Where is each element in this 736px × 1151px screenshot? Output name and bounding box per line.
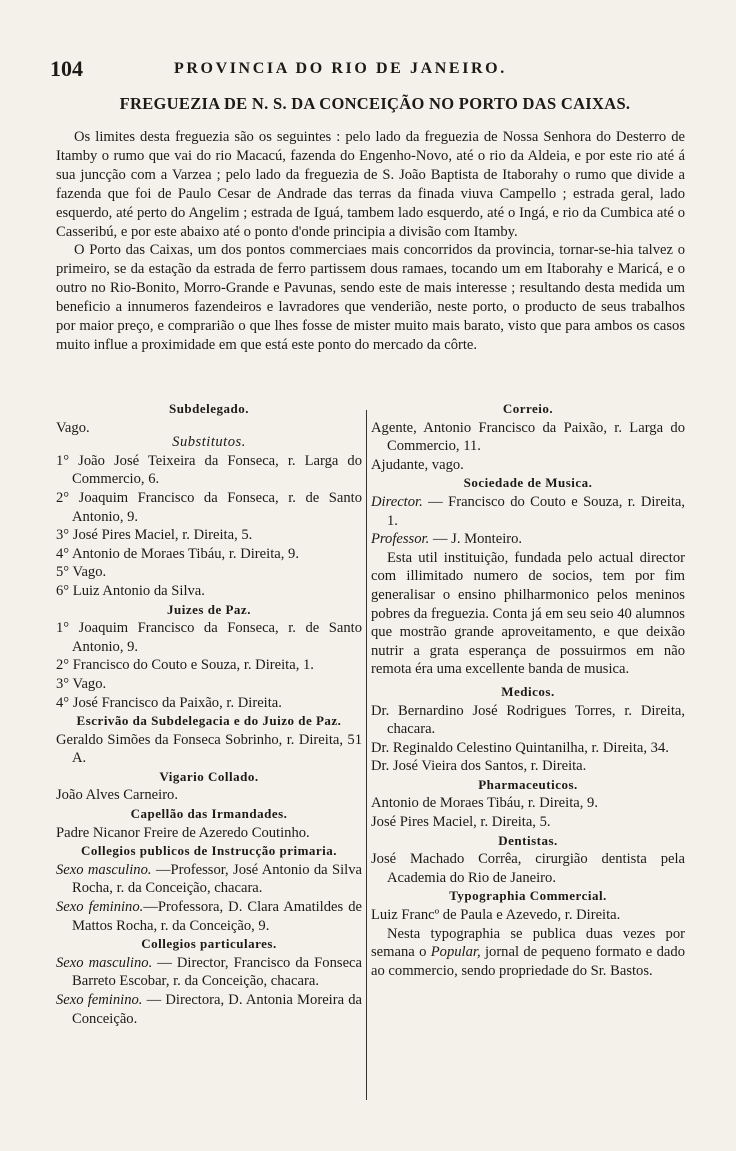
medicos-heading: Medicos. [501, 683, 555, 699]
juizes-heading: Juizes de Paz. [167, 601, 251, 617]
sexo-label: Sexo masculino. [56, 954, 153, 971]
collegios-publicos-heading: Collegios publicos de Instrucção primaria. [80, 843, 338, 859]
intro-paragraph-limits: Os limites desta freguezia são os seguintes : pelo lado da freguezia de Nossa Senhora do Desterro de Itamby o rumo que vai do rio Macacú, fazenda do Engenho-Novo, até o rio da Aldeia, e por este rio até á sua juncção com a Varzea ; pelo lado da freguezia de S. João Baptista de Itaborahy o rumo que divide a fazenda que foi de Paulo Cesar de Andrade das terras da finada viuva Campello ; estrada geral, lado esquerdo, até perto do Angelim ; estrada de Iguá, tambem lado esquerdo, até o Ingá, e rio da Cumbica até o Casseribú, e por este abaixo até o ponto d'onde principia a divisão com Itamby. [56, 129, 685, 240]
collegio-detail: — Director, Francisco da Fonseca Barreto Escobar, r. da Conceição, chacara. [72, 954, 362, 990]
role-label: Director. [371, 493, 423, 510]
substituto-entry: 6° Luiz Antonio da Silva. [56, 582, 205, 599]
collegio-detail: —Professora, D. Clara Amatildes de Mattos Rocha, r. da Conceição, 9. [72, 899, 362, 934]
musica-professor [371, 530, 685, 549]
substituto-entry: 3° José Pires Maciel, r. Direita, 5. [56, 527, 253, 544]
sexo-label: Sexo feminino. [56, 899, 144, 916]
role-detail: — Francisco do Couto e Souza, r. Direita, 1. [387, 493, 685, 529]
pharmaceuticos-heading: Pharmaceuticos. [478, 776, 578, 792]
medico-entry: Dr. José Vieira dos Santos, r. Direita. [371, 758, 587, 775]
correio-agente: Agente, Antonio Francisco da Paixão, r. Larga do Commercio, 11. [371, 419, 685, 455]
sexo-label: Sexo masculino. [56, 861, 152, 878]
juiz-entry: 2° Francisco do Couto e Souza, r. Direita, 1. [56, 657, 314, 674]
medico-entry: Dr. Reginaldo Celestino Quintanilha, r. Direita, 34. [371, 739, 669, 756]
capellao-entry: Padre Nicanor Freire de Azeredo Coutinho. [56, 824, 310, 841]
left-column [56, 400, 362, 1028]
musica-description: Esta util instituição, fundada pelo actual director com illimitado numero de socios, tem por fim generalisar o ensino philharmonico pelos meninos pobres da freguezia. Conta já em seu seio 40 alumnos que mostrão grande aproveitamento, e que deixão nutrir a grata esperança de possuirmos em não remota éra uma excellente banda de musica. [371, 549, 685, 678]
column-divider [366, 410, 367, 1100]
section-heading: FREGUEZIA DE N. S. DA CONCEIÇÃO NO PORTO DAS CAIXAS. [119, 94, 631, 113]
juiz-entry: 3° Vago. [56, 675, 107, 692]
collegio-particular-feminino [56, 991, 362, 1028]
musica-heading: Sociedade de Musica. [463, 475, 593, 491]
typographia-description [371, 925, 685, 981]
typographia-text: Nesta typographia se publica duas vezes por semana o [371, 925, 685, 961]
sexo-label: Sexo feminino. [56, 992, 143, 1008]
collegio-publico-feminino [56, 898, 362, 935]
collegios-particulares-heading: Collegios particulares. [141, 936, 277, 952]
musica-director [371, 493, 685, 530]
typographia-owner: Luiz Francº de Paula e Azevedo, r. Direita. [371, 907, 621, 924]
capellao-heading: Capellão das Irmandades. [130, 806, 288, 822]
substitutos-heading: Substitutos. [172, 434, 246, 451]
intro-text [56, 128, 685, 355]
subdelegado-value: Vago. [56, 419, 90, 436]
collegio-detail: —Professor, José Antonio da Silva Rocha, r. da Conceição, chacara. [72, 861, 362, 897]
right-column [371, 400, 685, 980]
pharmaceutico-entry: José Pires Maciel, r. Direita, 5. [371, 814, 551, 831]
substituto-entry: 4° Antonio de Moraes Tibáu, r. Direita, 9. [56, 545, 299, 562]
substituto-entry: 1° João José Teixeira da Fonseca, r. Larga do Commercio, 6. [56, 452, 362, 488]
dentistas-heading: Dentistas. [498, 832, 558, 848]
correio-heading: Correio. [502, 401, 554, 416]
running-title: PROVINCIA DO RIO DE JANEIRO. [174, 60, 507, 77]
dentista-entry: José Machado Corrêa, cirurgião dentista pela Academia do Rio de Janeiro. [371, 851, 685, 886]
juiz-entry: 4° José Francisco da Paixão, r. Direita. [56, 694, 282, 711]
vigario-heading: Vigario Collado. [159, 768, 259, 784]
typographia-text: jornal de pequeno formato e dado ao commercio, sendo propriedade do Sr. Bastos. [371, 944, 685, 979]
role-label: Professor. [371, 531, 430, 548]
subdelegado-heading: Subdelegado. [168, 401, 250, 416]
escrivao-heading: Escrivão da Subdelegacia e do Juizo de Paz. [76, 713, 342, 729]
intro-paragraph-porto: O Porto das Caixas, um dos pontos commerciaes mais concorridos da provincia, tornar-se-hia talvez o primeiro, se da estação da estrada de ferro partissem dous ramaes, tocando um em Itaborahy e Maricá, e o outro no Rio-Bonito, Morro-Grande e Pavunas, sendo este de mais interesse ; resultando desta medida um beneficio a innumeros fazendeiros e lavradores que venderião, neste porto, o producto de seus trabalhos por maior preço, e comprarião o que lhes fosse de mister muito mais barato, visto que para ambos os casos muito influe a proximidade em que está este ponto do mercado da côrte. [56, 242, 685, 353]
correio-ajudante: Ajudante, vago. [371, 456, 464, 473]
page-number: 104 [50, 56, 83, 81]
collegio-publico-masculino [56, 861, 362, 898]
running-header [50, 56, 700, 82]
escrivao-entry: Geraldo Simões da Fonseca Sobrinho, r. Direita, 51 A. [56, 731, 362, 767]
pharmaceutico-entry: Antonio de Moraes Tibáu, r. Direita, 9. [371, 795, 598, 812]
juiz-entry: 1° Joaquim Francisco da Fonseca, r. de Santo Antonio, 9. [56, 620, 362, 655]
collegio-detail: — Directora, D. Antonia Moreira da Conceição. [72, 992, 363, 1027]
substituto-entry: 5° Vago. [56, 564, 107, 581]
vigario-entry: João Alves Carneiro. [56, 787, 178, 804]
newspaper-title: Popular, [430, 944, 481, 961]
collegio-particular-masculino [56, 954, 362, 991]
medico-entry: Dr. Bernardino José Rodrigues Torres, r. Direita, chacara. [371, 702, 685, 738]
role-detail: — J. Monteiro. [429, 531, 523, 548]
substituto-entry: 2° Joaquim Francisco da Fonseca, r. de Santo Antonio, 9. [56, 489, 362, 525]
typographia-heading: Typographia Commercial. [449, 888, 607, 904]
